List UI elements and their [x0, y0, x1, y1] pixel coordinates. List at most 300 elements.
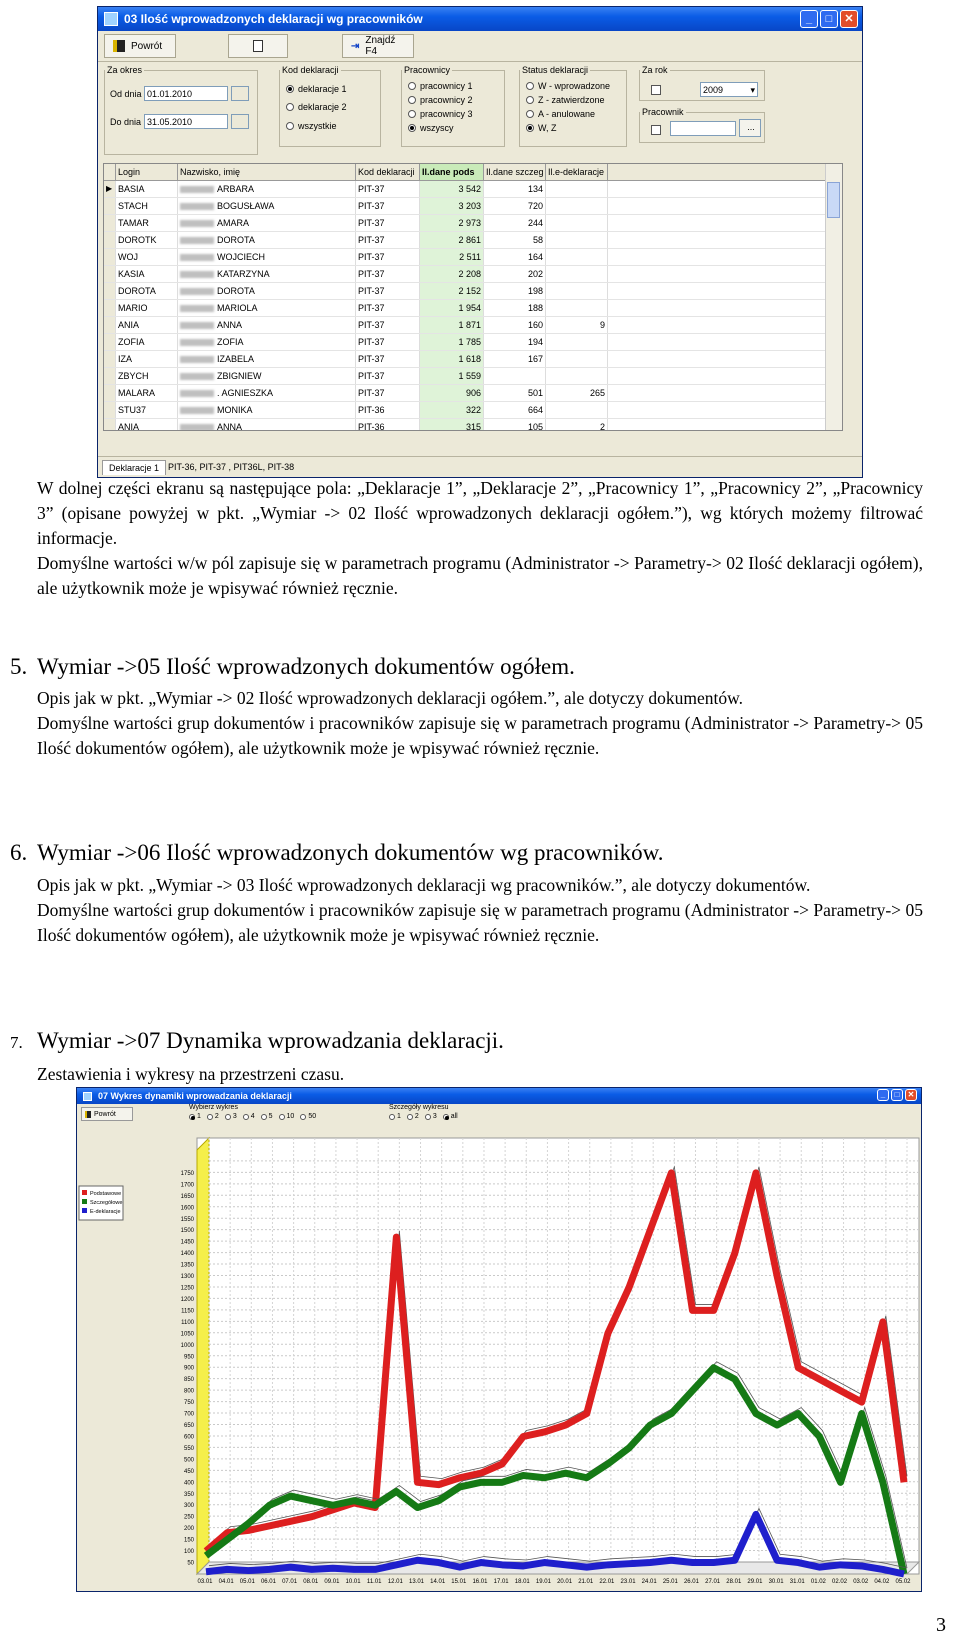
table-row[interactable] — [104, 385, 842, 402]
cell-login: ANIA — [116, 317, 178, 333]
cell-login: ANIA — [116, 419, 178, 431]
heading-6 — [10, 840, 663, 866]
find-button[interactable] — [342, 34, 414, 58]
redacted-surname — [180, 339, 214, 346]
column-detail-data[interactable]: Il.dane szczeg — [484, 164, 546, 180]
cell-e-declarations — [546, 368, 608, 384]
row-indicator — [104, 351, 116, 367]
legend-swatch — [82, 1199, 87, 1204]
cell-detail-data — [484, 368, 546, 384]
radio-label: Z - zatwierdzone — [538, 95, 605, 105]
table-row[interactable] — [104, 317, 842, 334]
x-tick-label: 29.01 — [747, 1579, 763, 1585]
row-indicator — [104, 419, 116, 431]
radio-label: 3 — [232, 1113, 237, 1120]
row-indicator — [104, 215, 116, 231]
close-button[interactable]: ✕ — [840, 10, 858, 28]
heading-5-number: 5. — [10, 654, 28, 679]
cell-detail-data: 720 — [484, 198, 546, 214]
y-tick-label: 50 — [187, 1560, 194, 1567]
table-row[interactable] — [104, 215, 842, 232]
x-tick-label: 19.01 — [535, 1579, 551, 1585]
cell-login: WOJ — [116, 249, 178, 265]
row-indicator — [104, 385, 116, 401]
redacted-surname — [180, 424, 214, 431]
status-legend: Status deklaracji — [522, 65, 589, 75]
row-indicator — [104, 249, 116, 265]
radio-dot — [408, 110, 416, 118]
x-tick-label: 05.02 — [895, 1579, 911, 1585]
row-indicator — [104, 334, 116, 350]
radio-label: 3 — [432, 1113, 437, 1120]
y-tick-label: 450 — [183, 1468, 194, 1475]
x-tick-label: 16.01 — [472, 1579, 488, 1585]
x-tick-label: 12.01 — [387, 1579, 403, 1585]
date-to-picker[interactable] — [231, 114, 249, 129]
radio-dot — [286, 122, 294, 130]
chart-option-radio[interactable] — [425, 1113, 437, 1120]
cell-e-declarations — [546, 249, 608, 265]
y-tick-label: 150 — [183, 1537, 194, 1544]
table-row[interactable] — [104, 368, 842, 385]
x-tick-label: 13.01 — [409, 1579, 425, 1585]
radio-status-wz[interactable] — [526, 123, 557, 133]
heading-7-number: 7. — [10, 1033, 23, 1052]
redacted-surname — [180, 322, 214, 329]
redacted-surname — [180, 288, 214, 295]
y-tick-label: 1750 — [180, 1170, 194, 1177]
print-button[interactable] — [228, 34, 288, 58]
table-row[interactable] — [104, 351, 842, 368]
radio-dot — [407, 1114, 413, 1120]
redacted-surname — [180, 390, 214, 397]
minimize-button[interactable]: _ — [800, 10, 818, 28]
column-login[interactable]: Login — [116, 164, 178, 180]
cell-first-name: ARBARA — [217, 184, 255, 194]
radio-label: W - wprowadzone — [538, 81, 611, 91]
cell-name — [178, 181, 356, 197]
chart-option-radio[interactable] — [300, 1113, 316, 1120]
plot-side-wall — [197, 1138, 209, 1574]
radio-label: 5 — [268, 1113, 273, 1120]
cell-code: PIT-37 — [356, 266, 420, 282]
cell-basic-data: 3 542 — [420, 181, 484, 197]
table-row[interactable] — [104, 300, 842, 317]
radio-dot — [389, 1114, 395, 1120]
year-value: 2009 — [703, 85, 724, 95]
table-row[interactable] — [104, 266, 842, 283]
window-titlebar — [98, 7, 862, 31]
cell-login: MALARA — [116, 385, 178, 401]
cell-code: PIT-36 — [356, 419, 420, 431]
cell-first-name: ZBIGNIEW — [217, 371, 262, 381]
cell-detail-data: 58 — [484, 232, 546, 248]
row-indicator — [104, 317, 116, 333]
radio-dot — [207, 1114, 213, 1120]
cell-e-declarations — [546, 351, 608, 367]
cell-name — [178, 249, 356, 265]
y-tick-label: 950 — [183, 1354, 194, 1361]
table-row[interactable] — [104, 249, 842, 266]
paragraph-1: W dolnej części ekranu są następujące pola: „Deklaracje 1”, „Deklaracje 2”, „Pracownicy 1”, „Pracownicy 2”, „Pracownicy 3” (opisane powyżej w pkt. „Wymiar -> 02 Ilość wprowadzonych deklaracji ogółem.”), wg których możemy filtrować informacje. — [37, 478, 923, 548]
cell-detail-data: 134 — [484, 181, 546, 197]
tab-declarations-1[interactable]: Deklaracje 1 — [102, 460, 166, 475]
radio-declarations-2[interactable] — [286, 102, 347, 112]
radio-dot — [408, 124, 416, 132]
paragraph-fields — [37, 476, 923, 601]
radio-dot — [243, 1114, 249, 1120]
section-6-text — [37, 873, 923, 948]
radio-label: 10 — [286, 1113, 295, 1120]
column-basic-data[interactable]: Il.dane pods — [420, 164, 484, 180]
document-icon — [253, 40, 263, 52]
radio-declarations-1[interactable] — [286, 84, 347, 94]
date-from-input[interactable]: 01.01.2010 — [144, 86, 228, 101]
cell-login: STACH — [116, 198, 178, 214]
cell-code: PIT-37 — [356, 351, 420, 367]
x-tick-label: 03.02 — [853, 1579, 869, 1585]
chart-back-button[interactable] — [81, 1107, 133, 1121]
y-tick-label: 1400 — [180, 1251, 194, 1258]
y-tick-label: 1350 — [180, 1262, 194, 1269]
heading-7 — [10, 1028, 504, 1054]
table-header — [104, 164, 842, 181]
cell-detail-data: 188 — [484, 300, 546, 316]
row-indicator — [104, 368, 116, 384]
radio-label: pracownicy 1 — [420, 81, 473, 91]
column-code[interactable]: Kod deklaracji — [356, 164, 420, 180]
chart-option-radio[interactable] — [279, 1113, 295, 1120]
x-tick-label: 27.01 — [705, 1579, 721, 1585]
y-tick-label: 1650 — [180, 1193, 194, 1200]
cell-login: DOROTK — [116, 232, 178, 248]
scroll-thumb[interactable] — [827, 182, 840, 218]
find-arrow-icon: ⇥ — [351, 40, 360, 52]
cell-basic-data: 1 871 — [420, 317, 484, 333]
redacted-surname — [180, 203, 214, 210]
radio-dot — [279, 1114, 285, 1120]
minimize-button[interactable]: _ — [877, 1089, 889, 1101]
status-bar — [98, 456, 862, 477]
radio-dot — [408, 96, 416, 104]
cell-basic-data: 315 — [420, 419, 484, 431]
chart-select-options — [189, 1113, 316, 1120]
year-checkbox[interactable] — [651, 85, 661, 95]
cell-login: STU37 — [116, 402, 178, 418]
table-row[interactable] — [104, 334, 842, 351]
chart-option-radio[interactable] — [389, 1113, 401, 1120]
redacted-surname — [180, 254, 214, 261]
cell-first-name: IZABELA — [217, 354, 255, 364]
cell-first-name: KATARZYNA — [217, 269, 270, 279]
radio-dot — [189, 1114, 195, 1120]
app-icon — [104, 12, 118, 26]
cell-code: PIT-37 — [356, 232, 420, 248]
column-name[interactable]: Nazwisko, imię — [178, 164, 356, 180]
employees-group — [401, 65, 505, 147]
table-row[interactable] — [104, 402, 842, 419]
cell-e-declarations — [546, 334, 608, 350]
radio-dot — [526, 110, 534, 118]
radio-label: 1 — [197, 1113, 201, 1120]
x-tick-label: 07.01 — [282, 1579, 298, 1585]
paragraph-5b: Domyślne wartości grup dokumentów i pracowników zapisuje się w parametrach programu (Administrator -> Parametry-> 05 Ilość dokumentów ogółem), ale użytkownik może je wpisywać również ręcznie. — [37, 713, 923, 758]
cell-first-name: ANNA — [217, 320, 243, 330]
cell-e-declarations — [546, 215, 608, 231]
radio-employees-2[interactable] — [408, 95, 473, 105]
back-button[interactable] — [104, 34, 176, 58]
chart-detail-options — [389, 1113, 458, 1120]
cell-code: PIT-36 — [356, 402, 420, 418]
cell-detail-data: 198 — [484, 283, 546, 299]
x-tick-label: 23.01 — [620, 1579, 636, 1585]
maximize-button[interactable]: □ — [891, 1089, 903, 1101]
date-to-row — [110, 114, 249, 129]
cell-e-declarations: 9 — [546, 317, 608, 333]
employee-input[interactable] — [670, 121, 736, 136]
cell-first-name: DOROTA — [217, 235, 255, 245]
x-tick-label: 03.01 — [197, 1579, 213, 1585]
cell-login: KASIA — [116, 266, 178, 282]
x-tick-label: 01.02 — [810, 1579, 826, 1585]
x-tick-label: 04.01 — [218, 1579, 234, 1585]
y-tick-label: 1150 — [181, 1308, 194, 1315]
table-row[interactable] — [104, 198, 842, 215]
date-to-label: Do dnia — [110, 116, 142, 127]
radio-dot — [526, 82, 534, 90]
radio-employees-1[interactable] — [408, 81, 473, 91]
cell-basic-data: 1 618 — [420, 351, 484, 367]
cell-name — [178, 334, 356, 350]
employee-legend: Pracownik — [642, 107, 684, 117]
row-indicator — [104, 300, 116, 316]
paragraph-5a: Opis jak w pkt. „Wymiar -> 02 Ilość wprowadzonych deklaracji ogółem.”, ale dotyczy dokumentów. — [37, 688, 744, 708]
cell-code: PIT-37 — [356, 181, 420, 197]
y-tick-label: 850 — [183, 1377, 194, 1384]
x-tick-label: 02.02 — [832, 1579, 848, 1585]
y-tick-label: 900 — [183, 1365, 194, 1372]
cell-e-declarations — [546, 300, 608, 316]
chart-option-radio[interactable] — [189, 1113, 201, 1120]
paragraph-6b: Domyślne wartości grup dokumentów i pracowników zapisuje się w parametrach programu (Administrator -> Parametry-> 05 Ilość dokumentów ogółem), ale użytkownik może je wpisywać również ręcznie. — [37, 900, 923, 945]
chart-window-titlebar — [77, 1088, 921, 1104]
cell-detail-data: 664 — [484, 402, 546, 418]
radio-dot — [443, 1114, 449, 1120]
chart-option-radio[interactable] — [407, 1113, 419, 1120]
heading-5-text: Wymiar ->05 Ilość wprowadzonych dokumentów ogółem. — [37, 654, 575, 679]
radio-status-w[interactable] — [526, 81, 610, 91]
x-tick-label: 26.01 — [683, 1579, 699, 1585]
radio-employees-3[interactable] — [408, 109, 473, 119]
radio-label: 4 — [250, 1113, 255, 1120]
table-scrollbar[interactable] — [825, 164, 842, 430]
cell-basic-data: 2 152 — [420, 283, 484, 299]
date-to-input[interactable]: 31.05.2010 — [144, 114, 228, 129]
cell-name — [178, 419, 356, 431]
cell-first-name: ZOFIA — [217, 337, 244, 347]
dynamics-chart — [77, 1126, 921, 1591]
row-indicator — [104, 232, 116, 248]
table-row[interactable] — [104, 283, 842, 300]
legend-label: Podstawowe — [90, 1191, 122, 1197]
cell-first-name: BOGUSŁAWA — [217, 201, 275, 211]
radio-dot — [425, 1114, 431, 1120]
cell-name — [178, 402, 356, 418]
redacted-surname — [180, 271, 214, 278]
cell-name — [178, 198, 356, 214]
table-row[interactable] — [104, 181, 842, 198]
cell-e-declarations — [546, 232, 608, 248]
radio-dot — [286, 85, 294, 93]
cell-detail-data: 244 — [484, 215, 546, 231]
radio-dot — [408, 82, 416, 90]
radio-status-a[interactable] — [526, 109, 595, 119]
cell-login: ZBYCH — [116, 368, 178, 384]
chart-option-radio[interactable] — [225, 1113, 237, 1120]
y-tick-label: 400 — [183, 1480, 194, 1487]
cell-first-name: ANNA — [217, 422, 243, 431]
y-tick-label: 350 — [183, 1491, 194, 1498]
redacted-surname — [180, 373, 214, 380]
row-indicator — [104, 266, 116, 282]
cell-basic-data: 2 861 — [420, 232, 484, 248]
cell-detail-data: 160 — [484, 317, 546, 333]
chart-option-radio[interactable] — [443, 1113, 458, 1120]
cell-detail-data: 194 — [484, 334, 546, 350]
y-tick-label: 1700 — [180, 1182, 194, 1189]
y-tick-label: 700 — [183, 1411, 194, 1418]
paragraph-2: Domyślne wartości w/w pól zapisuje się w parametrach programu (Administrator -> Parametry-> 02 Ilość deklaracji ogółem), ale użytkownik może je wpisywać również ręcznie. — [37, 553, 923, 598]
y-tick-label: 550 — [183, 1445, 194, 1452]
column-e-declarations[interactable]: Il.e-deklaracje — [546, 164, 608, 180]
radio-label: W, Z — [538, 123, 557, 133]
radio-status-z[interactable] — [526, 95, 605, 105]
app-icon — [83, 1092, 92, 1101]
paragraph-6a: Opis jak w pkt. „Wymiar -> 03 Ilość wprowadzonych deklaracji wg pracowników.”, ale dotyczy dokumentów. — [37, 875, 811, 895]
cell-e-declarations — [546, 402, 608, 418]
chart-option-radio[interactable] — [243, 1113, 255, 1120]
x-tick-label: 24.01 — [641, 1579, 657, 1585]
chart-detail-label: Szczegóły wykresu — [389, 1104, 449, 1111]
cell-login: MARIO — [116, 300, 178, 316]
y-tick-label: 500 — [183, 1457, 194, 1464]
radio-label: deklaracje 1 — [298, 84, 347, 94]
radio-label: 2 — [214, 1113, 219, 1120]
x-tick-label: 20.01 — [557, 1579, 573, 1585]
legend-label: E-deklaracje — [90, 1209, 121, 1215]
y-tick-label: 1500 — [180, 1228, 194, 1235]
y-tick-label: 750 — [183, 1400, 194, 1407]
radio-label: 50 — [308, 1113, 317, 1120]
chevron-down-icon: ▾ — [750, 85, 755, 95]
dynamics-chart-window — [76, 1087, 922, 1592]
cell-first-name: MARIOLA — [217, 303, 258, 313]
status-group — [519, 65, 627, 147]
chart-option-radio[interactable] — [261, 1113, 273, 1120]
cell-code: PIT-37 — [356, 334, 420, 350]
cell-first-name: DOROTA — [217, 286, 255, 296]
cell-code: PIT-37 — [356, 385, 420, 401]
x-tick-label: 22.01 — [599, 1579, 615, 1585]
cell-login: DOROTA — [116, 283, 178, 299]
employees-legend: Pracownicy — [404, 65, 451, 75]
door-icon — [113, 40, 125, 52]
x-tick-label: 25.01 — [662, 1579, 678, 1585]
cell-name — [178, 215, 356, 231]
cell-basic-data: 906 — [420, 385, 484, 401]
cell-name — [178, 300, 356, 316]
period-group — [104, 65, 258, 155]
cell-basic-data: 1 785 — [420, 334, 484, 350]
cell-detail-data: 501 — [484, 385, 546, 401]
radio-dot — [286, 103, 294, 111]
legend-swatch — [82, 1190, 87, 1195]
radio-dot — [261, 1114, 267, 1120]
declaration-code-legend: Kod deklaracji — [282, 65, 339, 75]
radio-label: 1 — [397, 1113, 401, 1120]
chart-window-title: 07 Wykres dynamiki wprowadzania deklaracji — [98, 1091, 292, 1101]
close-button[interactable]: ✕ — [905, 1089, 917, 1101]
door-icon — [85, 1111, 91, 1118]
year-select[interactable] — [700, 82, 758, 97]
cell-login: TAMAR — [116, 215, 178, 231]
cell-basic-data: 2 208 — [420, 266, 484, 282]
date-from-row — [110, 86, 249, 101]
cell-name — [178, 368, 356, 384]
radio-all-declarations[interactable] — [286, 121, 337, 131]
cell-login: ZOFIA — [116, 334, 178, 350]
cell-code: PIT-37 — [356, 300, 420, 316]
employee-checkbox[interactable] — [651, 125, 661, 135]
cell-code: PIT-37 — [356, 249, 420, 265]
radio-all-employees[interactable] — [408, 123, 454, 133]
cell-code: PIT-37 — [356, 368, 420, 384]
window-title: 03 Ilość wprowadzonych deklaracji wg pracowników — [124, 12, 423, 26]
row-indicator — [104, 198, 116, 214]
maximize-button[interactable]: □ — [820, 10, 838, 28]
radio-label: wszyscy — [420, 123, 454, 133]
radio-label: wszystkie — [298, 121, 337, 131]
x-tick-label: 15.01 — [451, 1579, 467, 1585]
y-tick-label: 1250 — [180, 1285, 194, 1292]
x-tick-label: 04.02 — [874, 1579, 890, 1585]
table-row[interactable] — [104, 232, 842, 249]
table-row[interactable] — [104, 419, 842, 431]
cell-basic-data: 2 511 — [420, 249, 484, 265]
legend-label: Szczegółowe — [90, 1200, 123, 1206]
date-from-picker[interactable] — [231, 86, 249, 101]
chart-option-radio[interactable] — [207, 1113, 219, 1120]
radio-dot — [300, 1114, 306, 1120]
cell-basic-data: 1 559 — [420, 368, 484, 384]
cell-basic-data: 1 954 — [420, 300, 484, 316]
y-tick-label: 650 — [183, 1423, 194, 1430]
cell-login: IZA — [116, 351, 178, 367]
cell-e-declarations: 265 — [546, 385, 608, 401]
x-tick-label: 30.01 — [768, 1579, 784, 1585]
cell-name — [178, 266, 356, 282]
radio-dot — [526, 96, 534, 104]
section-7-text — [37, 1062, 923, 1087]
redacted-surname — [180, 305, 214, 312]
heading-6-text: Wymiar ->06 Ilość wprowadzonych dokumentów wg pracowników. — [37, 840, 664, 865]
employee-browse-button[interactable]: ... — [739, 119, 761, 137]
x-tick-label: 08.01 — [303, 1579, 319, 1585]
cell-detail-data: 167 — [484, 351, 546, 367]
cell-code: PIT-37 — [356, 283, 420, 299]
cell-first-name: AMARA — [217, 218, 250, 228]
row-indicator — [104, 283, 116, 299]
